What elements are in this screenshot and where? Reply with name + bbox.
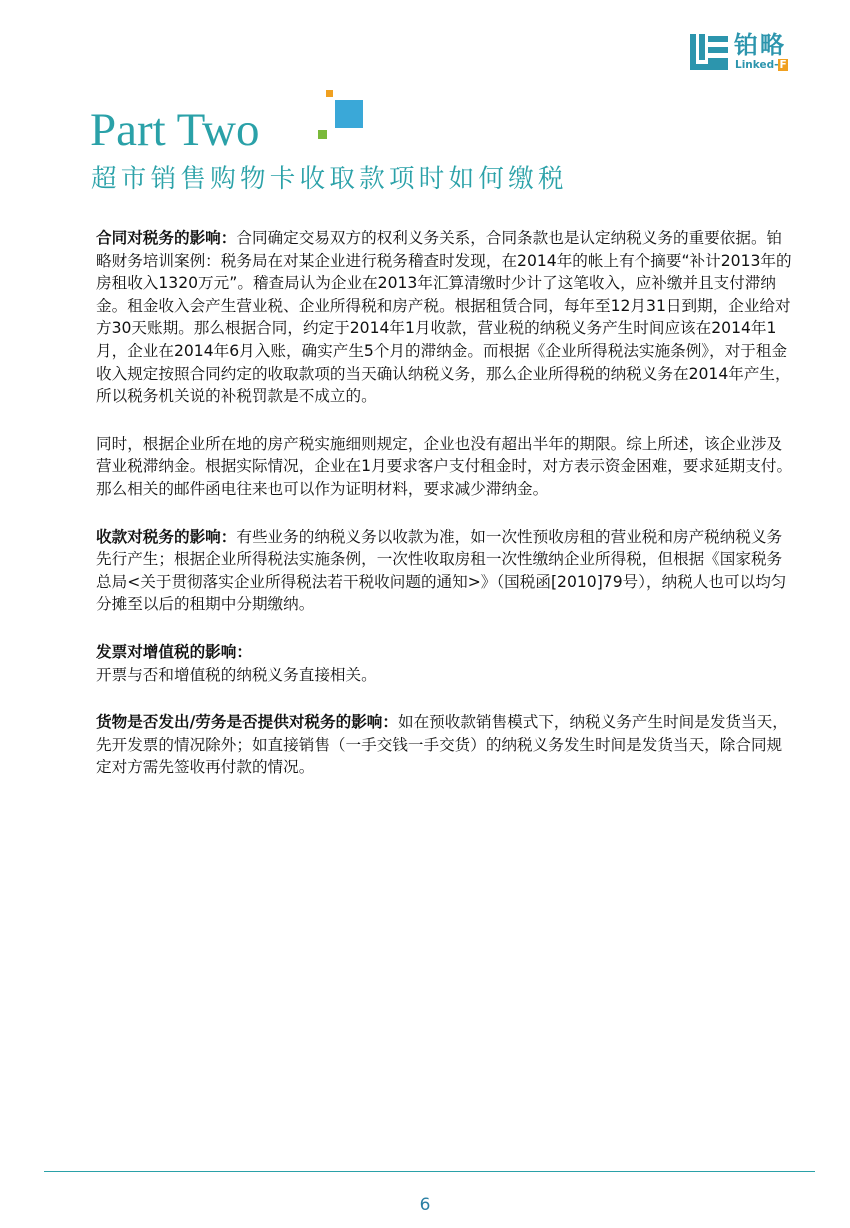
paragraph-heading: 合同对税务的影响： bbox=[96, 229, 237, 247]
logo-sub-prefix: Linked- bbox=[735, 59, 779, 71]
page-number: 6 bbox=[419, 1195, 431, 1215]
logo-name: 铂略 bbox=[734, 31, 786, 59]
logo-sub-suffix: F bbox=[779, 59, 787, 71]
main-content bbox=[96, 227, 796, 804]
paragraph-property-tax bbox=[96, 433, 796, 501]
paragraph-text: 有些业务的纳税义务以收款为准，如一次性预收房租的营业税和房产税纳税义务先行产生；根据企业所得税法实施条例，一次性收取房租一次性缴纳企业所得税，但根据《国家税务总局<关于贯彻落实企业所得税法若干税收问题的通知>》（国税函[2010]79号），纳税人也可以均匀分摊至以后的租期中分期缴纳。 bbox=[96, 527, 787, 614]
paragraph-heading: 货物是否发出/劳务是否提供对税务的影响： bbox=[96, 713, 398, 732]
paragraph-text: 开票与否和增值税的纳税义务直接相关。 bbox=[96, 665, 377, 684]
footer-divider bbox=[44, 1171, 815, 1172]
paragraph-text: 合同确定交易双方的权利义务关系，合同条款也是认定纳税义务的重要依据。铂略财务培训案例：税务局在对某企业进行税务稽查时发现，在2014年的帐上有个摘要“补计2013年的房租收入1320万元”。稽查局认为企业在2013年汇算清缴时少计了这笔收入，应补缴并且支付滞纳金。租金收入会产生营业税、企业所得税和房产税。根据租赁合同，每年至12月31日到期，企业给对方30天账期。那么根据合同，约定于2014年1月收款，营业税的纳税义务产生时间应该在2014年1月，企业在2014年6月入账，确实产生5个月的滞纳金。而根据《企业所得税法实施条例》，对于租金收入规定按照合同约定的收取款项的当天确认纳税义务，那么企业所得税的纳税义务在2014年产生，所以税务机关说的补税罚款是不成立的。 bbox=[96, 229, 792, 406]
paragraph-collection bbox=[96, 526, 796, 616]
paragraph-text: 如在预收款销售模式下，纳税义务产生时间是发货当天，先开发票的情况除外；如直接销售（一手交钱一手交货）的纳税义务发生时间是发货当天，除合同规定对方需先签收再付款的情况。 bbox=[96, 713, 788, 777]
decorative-squares-icon bbox=[318, 90, 364, 140]
paragraph-invoice bbox=[96, 641, 796, 686]
part-title: Part Two bbox=[90, 104, 260, 156]
logo-subtitle bbox=[735, 59, 788, 71]
paragraph-text: 同时，根据企业所在地的房产税实施细则规定，企业也没有超出半年的期限。综上所述，该企业涉及营业税滞纳金。根据实际情况，企业在1月要求客户支付租金时，对方表示资金困难，要求延期支付。那么相关的邮件函电往来也可以作为证明材料，要求减少滞纳金。 bbox=[96, 434, 793, 498]
brand-logo bbox=[690, 32, 815, 74]
paragraph-heading: 收款对税务的影响： bbox=[96, 527, 237, 546]
logo-mark-icon bbox=[690, 34, 730, 70]
paragraph-delivery bbox=[96, 711, 796, 779]
section-subtitle: 超市销售购物卡收取款项时如何缴税 bbox=[91, 164, 568, 194]
paragraph-contract bbox=[96, 227, 796, 408]
paragraph-heading: 发票对增值税的影响： bbox=[96, 642, 252, 661]
